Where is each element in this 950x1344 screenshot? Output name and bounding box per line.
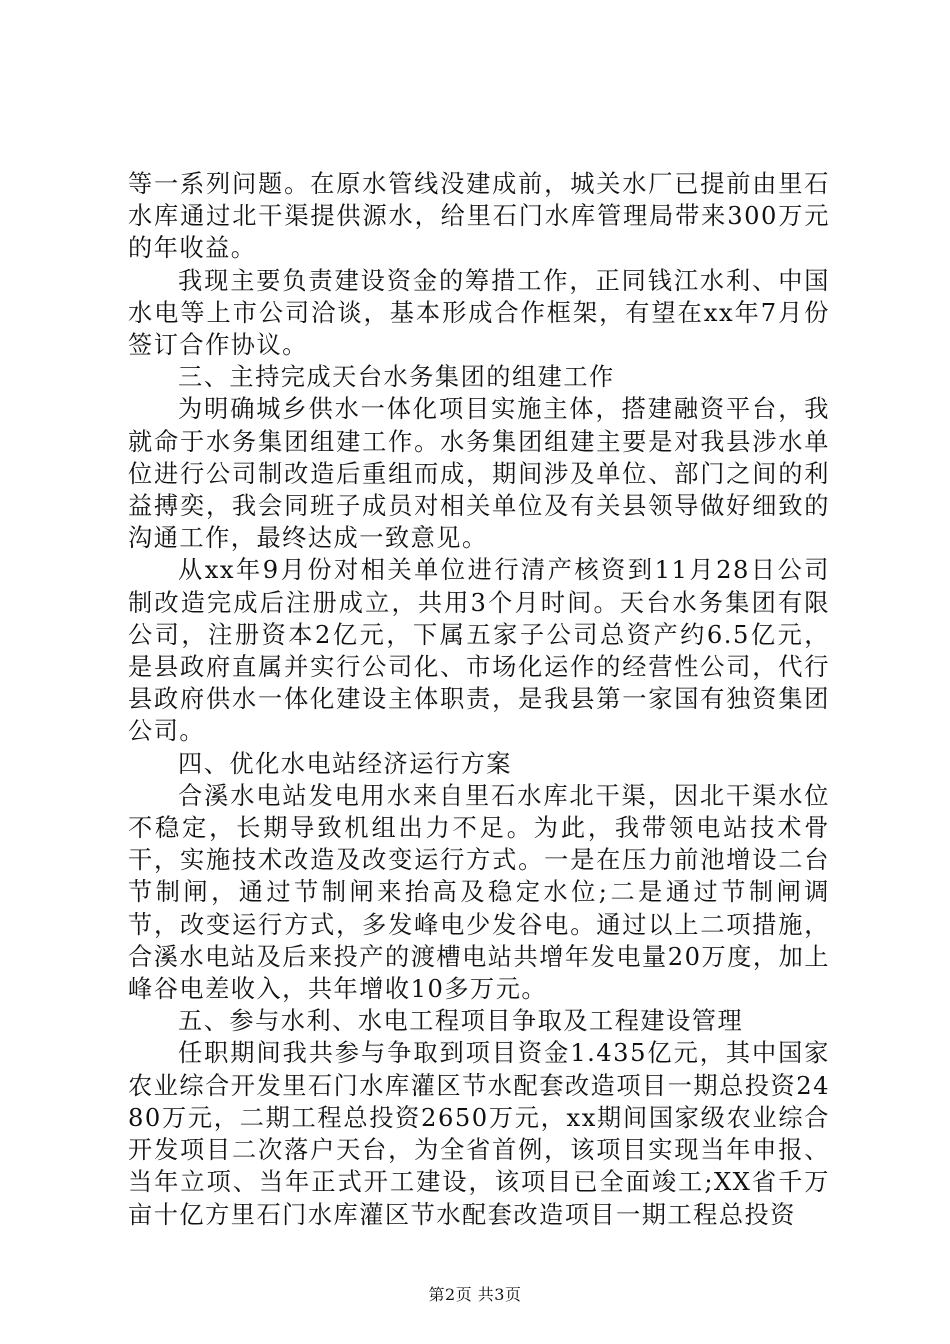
paragraph-registration: 从xx年9月份对相关单位进行清产核资到11月28日公司制改造完成后注册成立，共用3个月时间。天台水务集团有限公司，注册资本2亿元，下属五家子公司总资产约6.5亿元，是县政府直属并实行公司化、市场化运作的经营性公司，代行县政府供水一体化建设主体职责，是我县第一家国有独资集团公司。 — [128, 556, 830, 746]
section-heading-3: 三、主持完成天台水务集团的组建工作 — [178, 363, 615, 392]
paragraph-funding: 我现主要负责建设资金的筹措工作，正同钱江水利、中国水电等上市公司洽谈，基本形成合作框架，有望在xx年7月份签订合作协议。 — [128, 266, 830, 360]
document-body — [128, 168, 830, 1231]
section-heading-4: 四、优化水电站经济运行方案 — [178, 749, 512, 778]
page-number-footer: 第2页 共3页 — [428, 1285, 522, 1304]
section-heading-5: 五、参与水利、水电工程项目争取及工程建设管理 — [178, 1007, 744, 1036]
paragraph-continuation: 等一系列问题。在原水管线没建成前，城关水厂已提前由里石水库通过北干渠提供源水，给里石门水库管理局带来300万元的年收益。 — [128, 170, 830, 263]
paragraph-hydropower: 合溪水电站发电用水来自里石水库北干渠，因北干渠水位不稳定，长期导致机组出力不足。为此，我带领电站技术骨干，实施技术改造及改变运行方式。一是在压力前池增设二台节制闸，通过节制闸来抬高及稳定水位;二是通过节制闸调节，改变运行方式，多发峰电少发谷电。通过以上二项措施，合溪水电站及后来投产的渡槽电站共增年发电量20万度，加上峰谷电差收入，共年增收10多万元。 — [128, 781, 830, 1004]
paragraph-group-formation: 为明确城乡供水一体化项目实施主体，搭建融资平台，我就命于水务集团组建工作。水务集团组建主要是对我县涉水单位进行公司制改造后重组而成，期间涉及单位、部门之间的利益搏奕，我会同班子成员对相关单位及有关县领导做好细致的沟通工作，最终达成一致意见。 — [128, 395, 830, 553]
paragraph-project-funding: 任职期间我共参与争取到项目资金1.435亿元，其中国家农业综合开发里石门水库灌区节水配套改造项目一期总投资2480万元，二期工程总投资2650万元，xx期间国家级农业综合开发项目二次落户天台，为全省首例，该项目实现当年申报、当年立项、当年正式开工建设，该项目已全面竣工;XX省千万亩十亿方里石门水库灌区节水配套改造项目一期工程总投资 — [128, 1039, 830, 1229]
